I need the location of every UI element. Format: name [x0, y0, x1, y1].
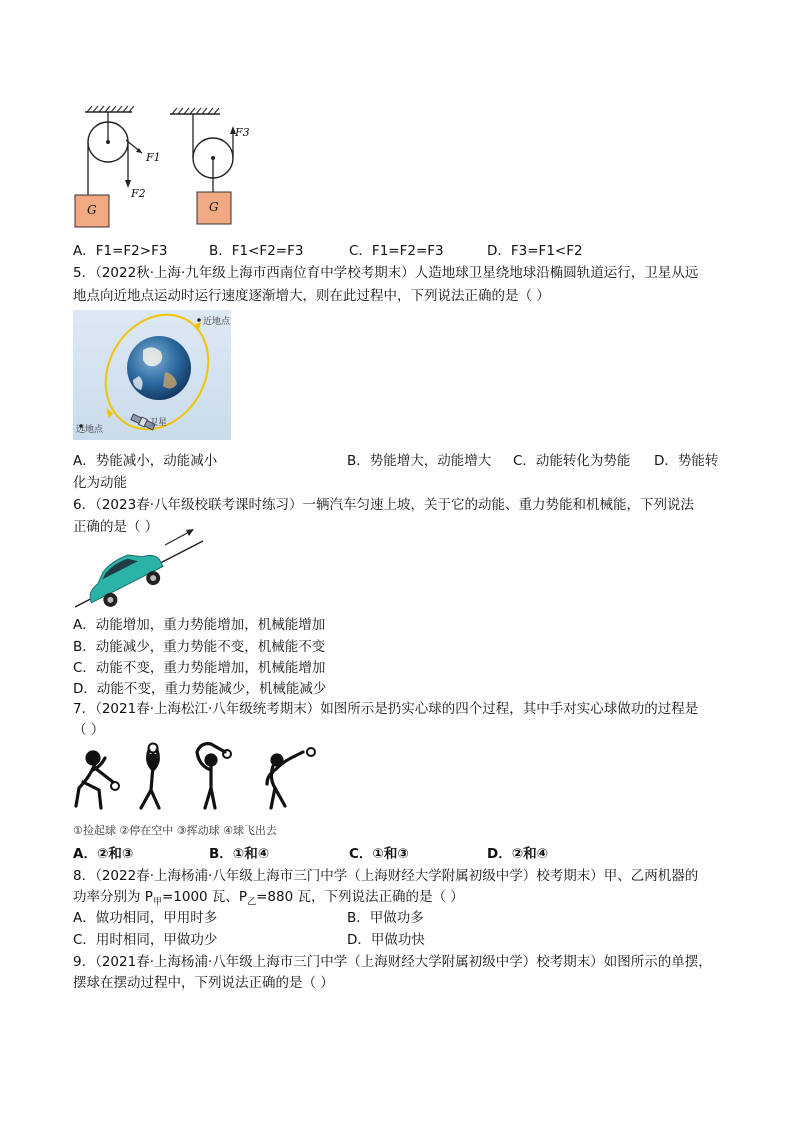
q8-option-d[interactable]: D．甲做功快 [347, 932, 425, 948]
q8-stem-suffix: =880 瓦，下列说法正确的是（ ） [256, 889, 464, 905]
q6-option-d[interactable]: D．动能不变，重力势能减少，机械能减少 [73, 681, 327, 697]
q7-option-d[interactable]: D．②和④ [487, 846, 549, 862]
q8-sub-jia: 甲 [152, 897, 162, 908]
figure-hold-still [141, 744, 159, 809]
q7-option-b[interactable]: B．①和④ [209, 846, 270, 862]
q8-option-b[interactable]: B．甲做功多 [347, 910, 424, 926]
label-f1: F1 [146, 151, 161, 164]
q4-option-d[interactable]: D．F3=F1<F2 [487, 243, 583, 259]
right-ceiling [170, 108, 220, 114]
q8-stem-line1: 8．（2022春·上海杨浦·八年级上海市三门中学（上海财经大学附属初级中学）校考期末）甲、乙两机器的 [73, 868, 699, 884]
q6-option-a[interactable]: A．动能增加，重力势能增加，机械能增加 [73, 617, 326, 633]
q5-option-d[interactable]: D．势能转 [654, 453, 719, 469]
q8-option-c[interactable]: C．用时相同，甲做功少 [73, 932, 218, 948]
label-apogee: 远地点 [76, 425, 104, 435]
q6-stem-line2: 正确的是（ ） [73, 519, 159, 535]
left-ceiling [85, 106, 134, 112]
label-g-right: G [209, 200, 219, 214]
q8-stem-prefix: 功率分别为 P [73, 889, 153, 905]
q7-figure-caption: ①捡起球 ②停在空中 ③挥动球 ④球飞出去 [73, 824, 277, 837]
q7-option-a[interactable]: A．②和③ [73, 846, 134, 862]
q4-option-c[interactable]: C．F1=F2=F3 [349, 243, 444, 259]
q4-option-b[interactable]: B．F1<F2=F3 [209, 243, 304, 259]
throwing-stages-figure [73, 742, 323, 817]
q8-stem-mid: =1000 瓦、P [161, 889, 248, 905]
q7-option-c[interactable]: C．①和③ [349, 846, 409, 862]
car-icon [80, 543, 169, 609]
label-g-left: G [87, 203, 97, 217]
figure-swing [197, 744, 231, 808]
q6-option-b[interactable]: B．动能减少，重力势能不变，机械能不变 [73, 639, 326, 655]
q9-stem-line1: 9．（2021春·上海杨浦·八年级上海市三门中学（上海财经大学附属初级中学）校考期末）如图所示的单摆， [73, 954, 712, 970]
q5-option-c[interactable]: C．动能转化为势能 [513, 453, 631, 469]
q7-stem-line1: 7．（2021春·上海松江·八年级统考期末）如图所示是扔实心球的四个过程，其中手对实心球做功的过程是 [73, 701, 699, 717]
q4-option-a[interactable]: A．F1=F2>F3 [73, 243, 168, 259]
label-perigee: 近地点 [203, 317, 231, 327]
q5-option-b[interactable]: B．势能增大，动能增大 [347, 453, 492, 469]
q5-stem-line2: 地点向近地点运动时运行速度逐渐增大，则在此过程中，下列说法正确的是（ ） [73, 288, 550, 304]
q6-stem-line1: 6．（2023春·八年级校联考课时练习）一辆汽车匀速上坡，关于它的动能、重力势能和机械能，下列说法 [73, 497, 694, 513]
q9-stem-line2: 摆球在摆动过程中，下列说法正确的是（ ） [73, 975, 334, 991]
q7-stem-line2: （ ） [73, 722, 105, 738]
q5-option-a[interactable]: A．势能减小，动能减小 [73, 453, 218, 469]
label-f2: F2 [131, 187, 146, 200]
q8-sub-yi: 乙 [247, 897, 257, 908]
label-satellite: 卫星 [149, 418, 168, 428]
q5-stem-line1: 5．（2022秋·上海·九年级上海市西南位育中学校考期末）人造地球卫星绕地球沿椭圆轨道运行，卫星从远 [73, 265, 699, 281]
figure-release [267, 748, 315, 808]
label-f3: F3 [235, 126, 250, 139]
q5-option-d-continued: 化为动能 [73, 475, 127, 491]
pulley-figure [70, 100, 280, 235]
car-uphill-figure [73, 527, 208, 609]
earth-globe [127, 336, 191, 400]
q6-option-c[interactable]: C．动能不变，重力势能增加，机械能增加 [73, 660, 326, 676]
figure-pick-up [76, 752, 119, 808]
q8-option-a[interactable]: A．做功相同，甲用时多 [73, 910, 218, 926]
